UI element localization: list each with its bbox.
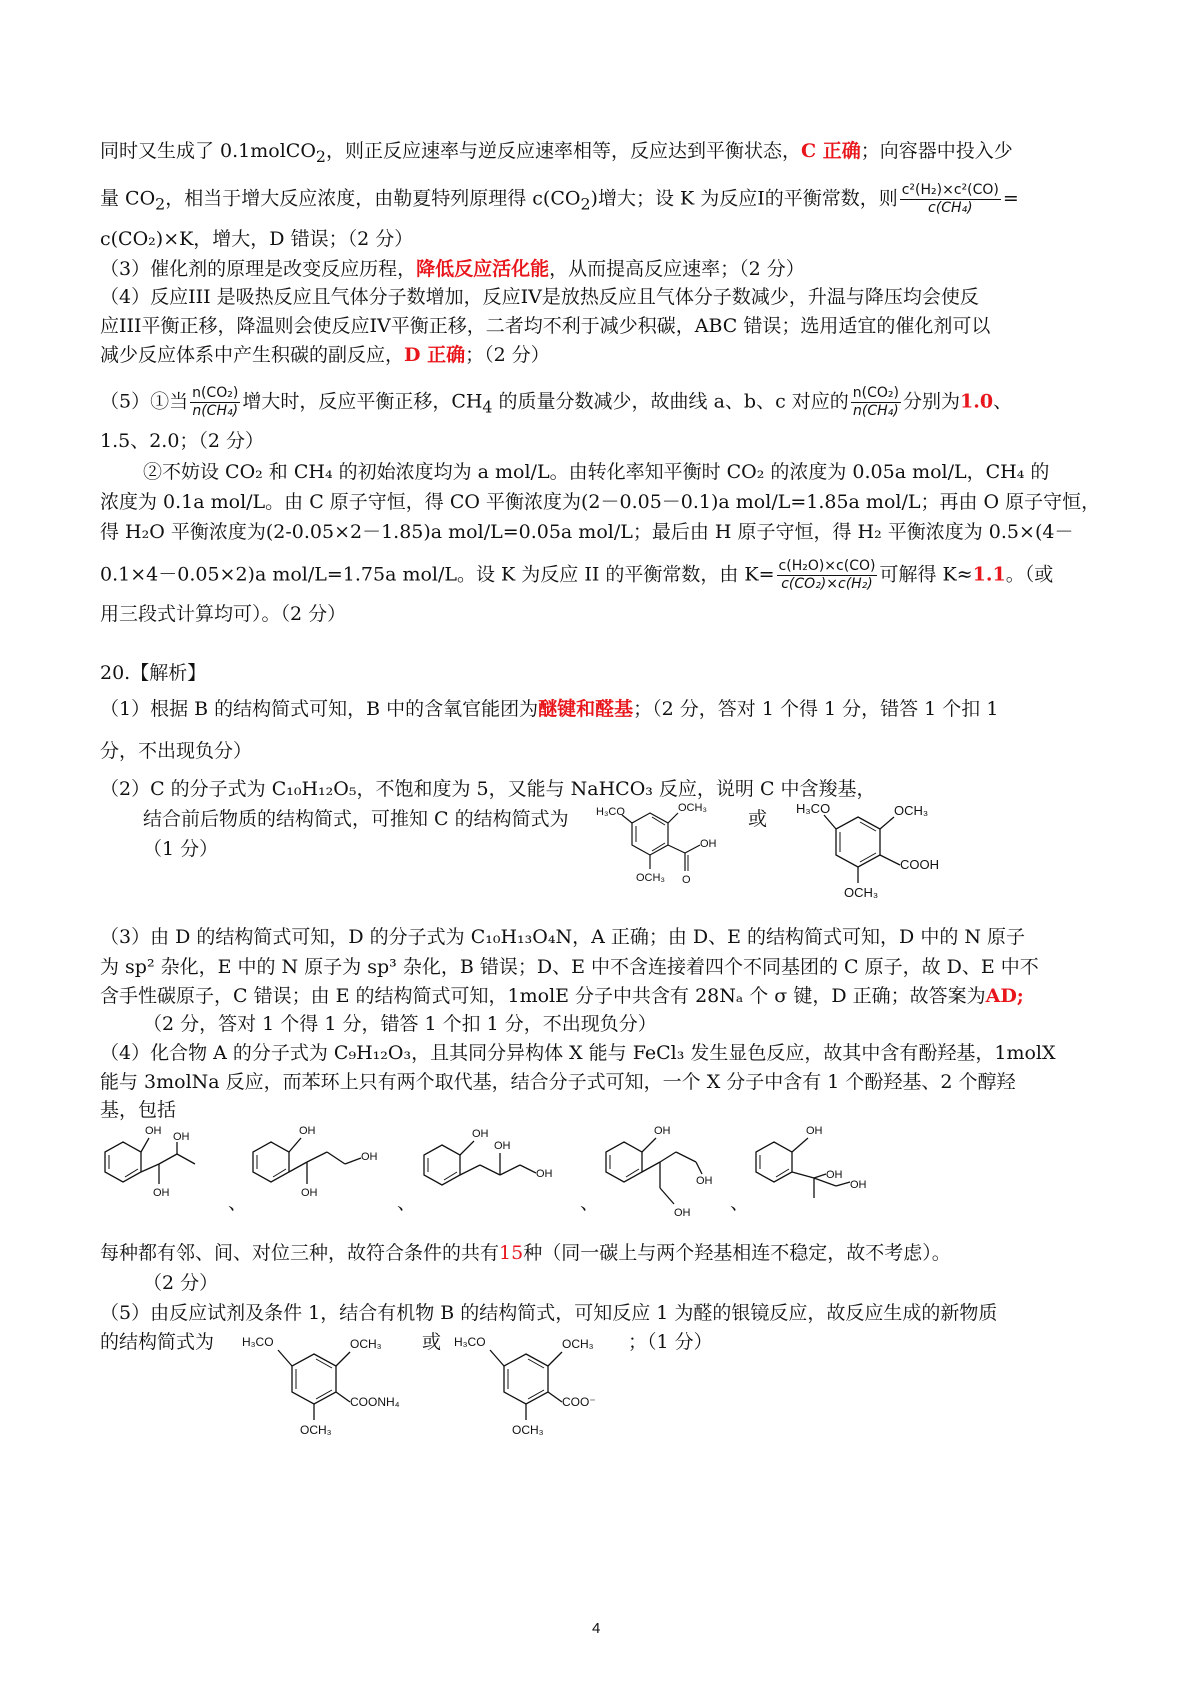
svg-text:OCH₃: OCH₃ xyxy=(844,885,879,900)
text-line-9: 1.5、2.0；（2 分） xyxy=(100,430,265,452)
separator-4: 、 xyxy=(730,1192,750,1214)
svg-text:COOH: COOH xyxy=(900,857,939,872)
svg-text:O: O xyxy=(682,874,691,886)
structure-carboxylate xyxy=(450,1328,630,1448)
svg-text:OH: OH xyxy=(850,1179,867,1191)
svg-text:OH: OH xyxy=(674,1207,691,1219)
structure-c-option-2 xyxy=(790,795,960,905)
svg-text:OH: OH xyxy=(145,1125,162,1137)
q20-part3-line1: （3）由 D 的结构简式可知，D 的分子式为 C₁₀H₁₃O₄N，A 正确；由 D、E 的结构简式可知，D 中的 N 原子 xyxy=(100,926,1026,948)
svg-text:COO⁻: COO⁻ xyxy=(562,1395,596,1409)
text-line-14: 用三段式计算均可）。（2 分） xyxy=(100,603,347,625)
q20-part1-line1: （1）根据 B 的结构简式可知，B 中的含氧官能团为醚键和醛基；（2 分，答对 1 个得 1 分，错答 1 个扣 1 xyxy=(100,698,999,720)
svg-text:OH: OH xyxy=(806,1125,823,1137)
svg-text:H₃CO: H₃CO xyxy=(454,1335,486,1349)
svg-text:OH: OH xyxy=(494,1140,511,1152)
text-line-11: 浓度为 0.1a mol/L。由 C 原子守恒，得 CO 平衡浓度为(2－0.05－0.1)a mol/L=1.85a mol/L；再由 O 原子守恒， xyxy=(100,491,1101,513)
text-line-4: （3）催化剂的原理是改变反应历程，降低反应活化能，从而提高反应速率；（2 分） xyxy=(100,258,805,280)
ratio-fraction-2: $\frac{\text{n(CO₂)}}{\text{n(CH₄)}}$ xyxy=(852,385,899,419)
svg-text:OH: OH xyxy=(536,1168,553,1180)
svg-text:OH: OH xyxy=(696,1175,713,1187)
text-line-8: （5）①当 $\frac{\text{n(CO₂)}}{\text{n(CH₄)}}$ 增大时，反应平衡正移，$CH_4$ 的质量分数减少，故曲线 a、b、c 对应的 $\frac{\text{n(CO₂)}}{\text{n(CH₄)}}$ 分别为1.0、 xyxy=(100,385,1013,419)
k-expression-fraction: $\frac{\text{c²(H₂)×c²(CO)}}{\text{c(CH₄)}}$ xyxy=(901,182,999,216)
q20-part5-or: 或 xyxy=(422,1331,442,1353)
text-line-6: 应III平衡正移，降温则会使反应IV平衡正移，二者均不利于减少积碳，ABC 错误；选用适宜的催化剂可以 xyxy=(100,315,991,337)
q20-part3-score: （2 分，答对 1 个得 1 分，错答 1 个扣 1 分，不出现负分） xyxy=(143,1013,657,1035)
structure-c-option-1 xyxy=(590,795,740,890)
q20-part2-line1: （2）C 的分子式为 C₁₀H₁₂O₅，不饱和度为 5，又能与 NaHCO₃ 反应，说明 C 中含羧基， xyxy=(100,778,876,800)
svg-text:OH: OH xyxy=(472,1128,489,1140)
text-line-10: ②不妨设 CO₂ 和 CH₄ 的初始浓度均为 a mol/L。由转化率知平衡时 CO₂ 的浓度为 0.05a mol/L，CH₄ 的 xyxy=(143,461,1050,483)
svg-text:OCH₃: OCH₃ xyxy=(300,1423,332,1437)
svg-text:OH: OH xyxy=(173,1131,190,1143)
isomer-structure-1 xyxy=(95,1122,225,1212)
q20-part3-line2: 为 sp² 杂化，E 中的 N 原子为 sp³ 杂化，B 错误；D、E 中不含连接着四个不同基团的 C 原子，故 D、E 中不 xyxy=(100,956,1039,978)
q20-part4-line3: 基，包括 xyxy=(100,1099,177,1121)
text-line-7: 减少反应体系中产生积碳的副反应，D 正确；（2 分） xyxy=(100,344,550,366)
q20-part3-line3: 含手性碳原子，C 错误；由 E 的结构简式可知，1molE 分子中共含有 28Nₐ 个 σ 键，D 正确；故答案为AD; xyxy=(100,985,1024,1007)
svg-text:OCH₃: OCH₃ xyxy=(350,1337,382,1351)
text-line-13: 0.1×4－0.05×2)a mol/L=1.75a mol/L。设 K 为反应 II 的平衡常数，由 K= $\frac{\text{c(H₂O)×c(CO)}}{\text{c(CO₂)×c(H₂)}}$ 可解得 K≈1.1。（或 xyxy=(100,558,1054,592)
text-line-12: 得 H₂O 平衡浓度为(2-0.05×2－1.85)a mol/L=0.05a mol/L；最后由 H 原子守恒，得 H₂ 平衡浓度为 0.5×(4－ xyxy=(100,521,1074,543)
svg-text:OH: OH xyxy=(826,1169,843,1181)
isomer-structure-4 xyxy=(598,1122,728,1222)
svg-text:OH: OH xyxy=(654,1125,671,1137)
q20-part5-line1: （5）由反应试剂及条件 1，结合有机物 B 的结构简式，可知反应 1 为醛的银镜反应，故反应生成的新物质 xyxy=(100,1302,998,1324)
page-number: 4 xyxy=(592,1620,601,1637)
text-line-3: c(CO₂)×K，增大，D 错误；（2 分） xyxy=(100,228,414,250)
q20-part2-line2: 结合前后物质的结构简式，可推知 C 的结构简式为 xyxy=(143,808,569,830)
text-line-1: 同时又生成了 0.1molCO$_2$，则正反应速率与逆反应速率相等，反应达到平衡状态，C 正确；向容器中投入少 xyxy=(100,140,1013,166)
svg-text:H₃CO: H₃CO xyxy=(596,806,625,818)
separator-2: 、 xyxy=(397,1192,417,1214)
q20-part4-line4: 每种都有邻、间、对位三种，故符合条件的共有15种（同一碳上与两个羟基相连不稳定，故不考虑）。 xyxy=(100,1242,951,1264)
svg-text:OCH₃: OCH₃ xyxy=(562,1337,594,1351)
structure-ammonium-salt xyxy=(238,1328,418,1448)
isomer-structure-5 xyxy=(748,1122,888,1212)
svg-text:OH: OH xyxy=(301,1187,318,1199)
q20-part2-score: （1 分） xyxy=(143,838,219,860)
q20-part1-line2: 分，不出现负分） xyxy=(100,740,253,762)
q20-part5-score: ；（1 分） xyxy=(628,1331,713,1353)
question-20-heading: 20.【解析】 xyxy=(100,662,207,684)
svg-text:H₃CO: H₃CO xyxy=(242,1335,274,1349)
q20-part4-line2: 能与 3molNa 反应，而苯环上只有两个取代基，结合分子式可知，一个 X 分子中含有 1 个酚羟基、2 个醇羟 xyxy=(100,1071,1016,1093)
q20-part2-or: 或 xyxy=(748,808,768,830)
separator-3: 、 xyxy=(580,1192,600,1214)
ratio-fraction-1: $\frac{\text{n(CO₂)}}{\text{n(CH₄)}}$ xyxy=(192,385,239,419)
q20-part5-line2: 的结构简式为 xyxy=(100,1331,215,1353)
svg-text:COONH₄: COONH₄ xyxy=(350,1395,400,1409)
svg-text:OH: OH xyxy=(153,1187,170,1199)
q20-part4-score: （2 分） xyxy=(143,1272,219,1294)
text-line-2: 量 $CO_2$，相当于增大反应浓度，由勒夏特列原理得 $c(CO_2)$增大；设 K 为反应I的平衡常数，则 $\frac{\text{c²(H₂)×c²(CO)}}{\text{c(CH₄)}}$ = xyxy=(100,182,1019,216)
svg-text:OH: OH xyxy=(700,838,717,850)
equilibrium-constant-fraction: $\frac{\text{c(H₂O)×c(CO)}}{\text{c(CO₂)×c(H₂)}}$ xyxy=(778,558,876,592)
svg-text:OCH₃: OCH₃ xyxy=(894,803,929,818)
q20-part4-line1: （4）化合物 A 的分子式为 C₉H₁₂O₃，且其同分异构体 X 能与 FeCl₃ 发生显色反应，故其中含有酚羟基，1molX xyxy=(100,1042,1056,1064)
svg-text:OH: OH xyxy=(299,1125,316,1137)
isomer-structure-3 xyxy=(418,1125,568,1195)
isomer-structure-2 xyxy=(245,1122,385,1212)
separator-1: 、 xyxy=(228,1192,248,1214)
text-line-5: （4）反应III 是吸热反应且气体分子数增加，反应IV是放热反应且气体分子数减少，升温与降压均会使反 xyxy=(100,286,979,308)
svg-text:OH: OH xyxy=(361,1151,378,1163)
svg-text:OCH₃: OCH₃ xyxy=(678,802,707,814)
svg-text:OCH₃: OCH₃ xyxy=(636,872,665,884)
svg-text:OCH₃: OCH₃ xyxy=(512,1423,544,1437)
svg-text:H₃CO: H₃CO xyxy=(796,801,831,816)
